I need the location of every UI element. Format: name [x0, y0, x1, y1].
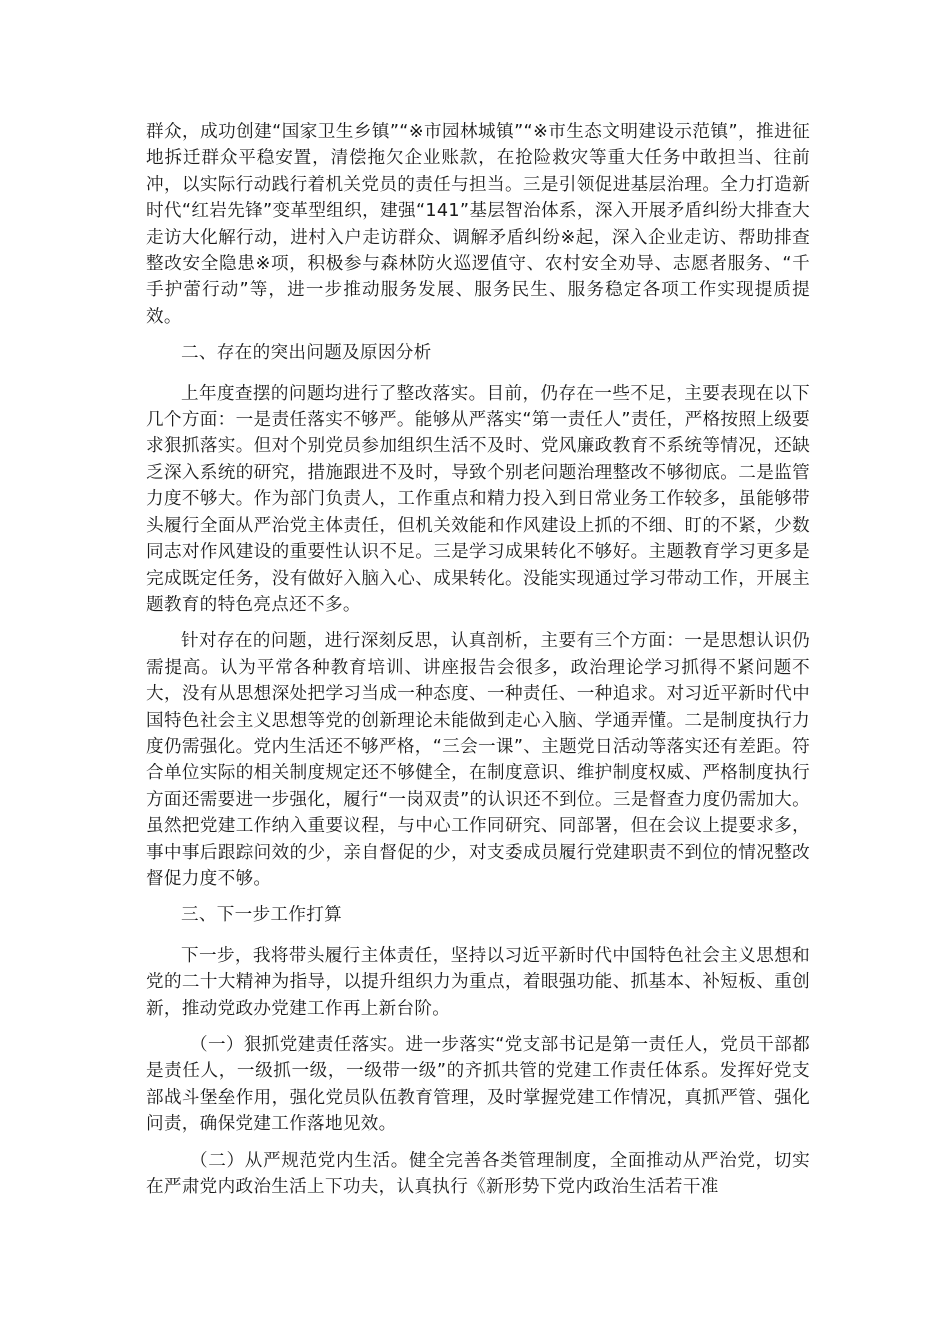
- section-heading-problems: 二、存在的突出问题及原因分析: [181, 343, 432, 364]
- paragraph-next-steps-intro: 下一步，我将带头履行主体责任，坚持以习近平新时代中国特色社会主义思想和党的二十大精神为指导，以提升组织力为重点，着眼强功能、抓基本、补短板、重创新，推动党政办党建工作再上新台阶。: [146, 945, 810, 1019]
- paragraph-problems: 上年度查摆的问题均进行了整改落实。目前，仍存在一些不足，主要表现在以下几个方面：一是责任落实不够严。能够从严落实“第一责任人”责任，严格按照上级要求狠抓落实。但对个别党员参加组织生活不及时、党风廉政教育不系统等情况，还缺乏深入系统的研究，措施跟进不及时，导致个别老问题治理整改不够彻底。二是监管力度不够大。作为部门负责人，工作重点和精力投入到日常业务工作较多，虽能够带头履行全面从严治党主体责任，但机关效能和作风建设上抓的不细、盯的不紧，少数同志对作风建设的重要性认识不足。三是学习成果转化不够好。主题教育学习更多是完成既定任务，没有做好入脑入心、成果转化。没能实现通过学习带动工作，开展主题教育的特色亮点还不多。: [146, 383, 810, 615]
- paragraph-item-one: （一）狠抓党建责任落实。进一步落实“党支部书记是第一责任人，党员干部都是责任人，一级抓一级，一级带一级”的齐抓共管的党建工作责任体系。发挥好党支部战斗堡垒作用，强化党员队伍教育管理，及时掌握党建工作情况，真抓严管、强化问责，确保党建工作落地见效。: [146, 1035, 810, 1135]
- document-page: [146, 119, 810, 1210]
- paragraph-item-two: （二）从严规范党内生活。健全完善各类管理制度，全面推动从严治党，切实在严肃党内政治生活上下功夫，认真执行《新形势下党内政治生活若干准: [146, 1150, 810, 1198]
- section-heading-next-steps: 三、下一步工作打算: [181, 905, 343, 926]
- paragraph-intro-continuation: 群众，成功创建“国家卫生乡镇”“※市园林城镇”“※市生态文明建设示范镇”，推进征地拆迁群众平稳安置，清偿拖欠企业账款，在抢险救灾等重大任务中敢担当、往前冲，以实际行动践行着机关党员的责任与担当。三是引领促进基层治理。全力打造新时代“红岩先锋”变革型组织，建强“141”基层智治体系，深入开展矛盾纠纷大排查大走访大化解行动，进村入户走访群众、调解矛盾纠纷※起，深入企业走访、帮助排查整改安全隐患※项，积极参与森林防火巡逻值守、农村安全劝导、志愿者服务、“千手护蕾行动”等，进一步推动服务发展、服务民生、服务稳定各项工作实现提质提效。: [146, 122, 810, 327]
- paragraph-cause-analysis: 针对存在的问题，进行深刻反思，认真剖析，主要有三个方面：一是思想认识仍需提高。认为平常各种教育培训、讲座报告会很多，政治理论学习抓得不紧问题不大，没有从思想深处把学习当成一种态度、一种责任、一种追求。对习近平新时代中国特色社会主义思想等党的创新理论未能做到走心入脑、学通弄懂。二是制度执行力度仍需强化。党内生活还不够严格，“三会一课”、主题党日活动等落实还有差距。符合单位实际的相关制度规定还不够健全，在制度意识、维护制度权威、严格制度执行方面还需要进一步强化，履行“一岗双责”的认识还不到位。三是督查力度仍需加大。虽然把党建工作纳入重要议程，与中心工作同研究、同部署，但在会议上提要求多，事中事后跟踪问效的少，亲自督促的少，对支委成员履行党建职责不到位的情况整改督促力度不够。: [146, 631, 810, 889]
